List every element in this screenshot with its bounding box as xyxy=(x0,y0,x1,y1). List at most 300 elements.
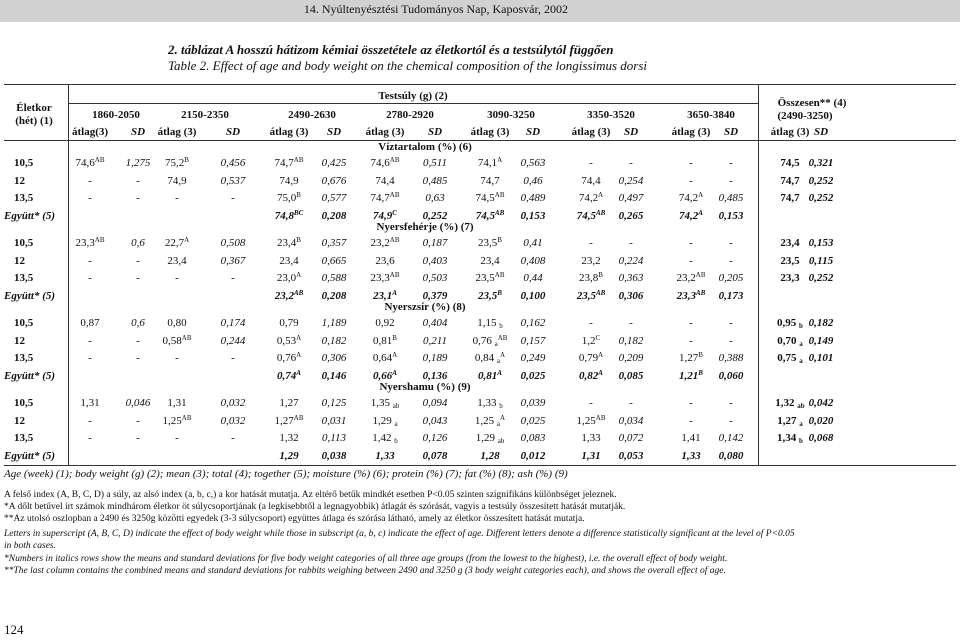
cell-value: - xyxy=(231,272,235,284)
sd-cell xyxy=(423,237,448,250)
cell-value: 0,577 xyxy=(321,192,347,204)
cell-value: 0,81 xyxy=(373,334,393,347)
mean-cell xyxy=(476,272,505,285)
weight-letter: AB xyxy=(695,271,706,279)
cell-value: 1,33 xyxy=(375,449,395,462)
age-letter: a xyxy=(496,357,501,365)
cell-value: 23,5 xyxy=(780,254,800,267)
weight-letter: A xyxy=(500,413,506,422)
cell-value: 0,012 xyxy=(520,449,546,462)
sd-subheader: SD xyxy=(427,126,443,138)
cell-value: 0,182 xyxy=(321,334,347,347)
cell-value: - xyxy=(88,414,92,427)
weight-letter: A xyxy=(698,208,703,217)
cell-value: 0,182 xyxy=(618,334,644,347)
cell-value: 0,113 xyxy=(322,432,346,444)
cell-value: 0,76 xyxy=(276,352,297,364)
weight-letter: B xyxy=(497,288,502,297)
mean-cell xyxy=(478,290,502,303)
cell-value: 1,32 xyxy=(775,397,795,409)
mean-cell xyxy=(279,450,298,463)
sd-cell xyxy=(619,272,644,285)
cell-value: 23,1 xyxy=(373,289,393,302)
cell-value: 1,33 xyxy=(681,449,701,462)
age-letter: a xyxy=(799,339,803,348)
mean-cell xyxy=(373,335,397,348)
cell-value: 0,126 xyxy=(422,432,448,444)
mean-cell xyxy=(677,272,706,285)
age-letter: a xyxy=(799,357,803,365)
sd-cell xyxy=(523,175,542,188)
mean-cell xyxy=(577,290,606,303)
cell-value: 0,083 xyxy=(520,432,546,444)
mean-cell xyxy=(372,432,398,445)
mean-cell xyxy=(375,450,394,463)
sd-cell xyxy=(136,175,140,188)
cell-value: 23,4 xyxy=(480,254,500,267)
sd-cell xyxy=(619,255,644,268)
cell-value: 74,4 xyxy=(581,174,601,187)
sd-cell xyxy=(521,370,546,383)
mean-cell xyxy=(480,450,499,463)
sd-cell xyxy=(719,192,744,205)
cell-value: 0,209 xyxy=(618,352,644,364)
cell-value: 1,25 xyxy=(576,414,596,427)
sd-cell xyxy=(322,450,347,463)
sd-cell xyxy=(425,192,444,205)
cell-value: 0,046 xyxy=(125,397,151,409)
footnote-line: *Numbers in italics rows show the means and standard deviations for five body weight categories of all three age groups (from the lowest to the highest), i.e. the overall effect of body weight. xyxy=(4,554,728,564)
mean-cell xyxy=(480,255,499,268)
age-letter: b xyxy=(799,322,803,330)
cell-value: 0,64 xyxy=(372,352,393,364)
sd-cell xyxy=(136,192,140,205)
mean-cell xyxy=(279,317,298,330)
table-bottom-rule xyxy=(4,465,956,466)
cell-value: 0,094 xyxy=(422,397,448,409)
weight-letter: A xyxy=(598,351,604,359)
mean-cell xyxy=(477,397,503,410)
cell-value: 74,5 xyxy=(475,209,495,222)
cell-value: 23,4 xyxy=(167,254,187,267)
section-title: Víztartalom (%) (6) xyxy=(378,141,472,153)
table-header-rule xyxy=(4,140,956,141)
sd-cell xyxy=(221,237,246,250)
total-column-divider xyxy=(758,84,759,466)
cell-value: - xyxy=(88,334,92,347)
row-age-label: 13,5 xyxy=(14,432,34,444)
cell-value: - xyxy=(231,432,235,444)
cell-value: 0,208 xyxy=(321,289,347,302)
cell-value: - xyxy=(88,272,92,284)
sd-cell xyxy=(719,370,744,383)
cell-value: 1,29 xyxy=(279,449,299,462)
mean-cell xyxy=(480,175,499,188)
sd-cell xyxy=(131,237,145,250)
cell-value: 74,5 xyxy=(780,157,800,169)
cell-value: 0,503 xyxy=(422,272,448,284)
cell-value: 23,5 xyxy=(475,272,495,284)
sd-cell xyxy=(629,157,633,170)
weight-letter: A xyxy=(184,236,190,244)
mean-cell xyxy=(577,210,606,223)
cell-value: 0,115 xyxy=(808,254,834,267)
sd-cell xyxy=(322,210,347,223)
weight-letter: AB xyxy=(94,156,105,164)
mean-subheader: átlag (3) xyxy=(157,126,197,138)
sd-cell xyxy=(619,450,644,463)
mean-cell xyxy=(279,397,298,410)
row-age-label: 12 xyxy=(14,174,25,187)
weight-letter: AB xyxy=(293,156,304,164)
sd-cell xyxy=(523,237,542,250)
sd-cell xyxy=(221,255,246,268)
mean-cell xyxy=(80,397,99,410)
mean-cell xyxy=(371,397,400,410)
cell-value: 74,6 xyxy=(75,157,95,169)
weight-letter: A xyxy=(392,288,397,297)
mean-cell xyxy=(777,335,803,348)
weight-letter: AB xyxy=(695,288,706,297)
sd-cell xyxy=(809,335,834,348)
weight-letter: AB xyxy=(595,288,606,297)
cell-value: 23,2 xyxy=(581,254,601,267)
cell-value: 0,80 xyxy=(167,317,187,329)
cell-value: 23,5 xyxy=(478,237,498,249)
sd-cell xyxy=(809,397,834,410)
mean-cell xyxy=(777,415,803,428)
cell-value: 1,33 xyxy=(477,397,497,409)
mean-cell xyxy=(581,255,600,268)
cell-value: 0,078 xyxy=(422,449,448,462)
cell-value: 75,2 xyxy=(165,157,185,169)
weight-group-header: 2150-2350 xyxy=(181,109,229,121)
cell-value: 74,2 xyxy=(679,209,699,222)
mean-cell xyxy=(477,317,503,330)
cell-value: 0,244 xyxy=(220,334,246,347)
cell-value: - xyxy=(589,397,593,409)
weight-letter: AB xyxy=(494,191,505,199)
sd-cell xyxy=(619,335,644,348)
cell-value: 0,74 xyxy=(277,369,297,382)
weight-letter: A xyxy=(296,271,302,279)
cell-value: 23,4 xyxy=(780,237,800,249)
mean-cell xyxy=(375,255,394,268)
weight-letter: B xyxy=(392,333,397,342)
sd-cell xyxy=(809,192,834,205)
footnote-line: **The last column contains the combined means and standard deviations for rabbits weighing between 2490 and 3250 g (3 body weight categories each), and shows the overall effect of age. xyxy=(4,566,726,576)
mean-cell xyxy=(371,192,400,205)
cell-value: - xyxy=(689,317,693,329)
mean-cell xyxy=(777,432,803,445)
cell-value: 0,153 xyxy=(808,237,834,249)
cell-value: 0,66 xyxy=(373,369,393,382)
weight-letter: A xyxy=(392,368,397,377)
cell-value: 0,588 xyxy=(321,272,347,284)
sd-cell xyxy=(619,192,644,205)
cell-value: 0,025 xyxy=(520,414,546,427)
cell-value: 0,456 xyxy=(220,157,246,169)
cell-value: - xyxy=(88,254,92,267)
mean-cell xyxy=(581,450,600,463)
mean-cell xyxy=(279,432,298,445)
cell-value: 0,252 xyxy=(808,192,834,204)
mean-cell xyxy=(371,272,400,285)
mean-cell xyxy=(677,290,706,303)
sd-cell xyxy=(322,192,347,205)
section-title: Nyersfehérje (%) (7) xyxy=(376,221,474,233)
mean-cell xyxy=(780,175,799,188)
row-age-label: 13,5 xyxy=(14,192,34,204)
sd-cell xyxy=(729,157,733,170)
age-letter: b xyxy=(499,402,503,410)
cell-value: - xyxy=(175,432,179,444)
sd-cell xyxy=(729,175,733,188)
running-header xyxy=(0,0,960,22)
cell-value: 23,2 xyxy=(370,237,390,249)
cell-value: 1,31 xyxy=(80,397,100,409)
cell-value: 23,8 xyxy=(579,272,599,284)
row-age-label: 13,5 xyxy=(14,272,34,284)
cell-value: 0,025 xyxy=(520,369,546,382)
mean-cell xyxy=(167,255,186,268)
mean-cell xyxy=(780,272,799,285)
cell-value: 0,665 xyxy=(321,254,347,267)
cell-value: - xyxy=(729,317,733,329)
cell-value: 0,032 xyxy=(220,397,246,409)
cell-value: 0,306 xyxy=(321,352,347,364)
cell-value: 0,032 xyxy=(220,414,246,427)
cell-value: 74,4 xyxy=(375,174,395,187)
mean-cell xyxy=(689,255,693,268)
mean-cell xyxy=(589,397,593,410)
footnote-line: **Az utolsó oszlopban a 2490 és 3250g közötti egyedek (3-3 súlycsoport) együttes átlaga és szórása látható, amely az életkor összesített hatását mutatja. xyxy=(4,514,585,524)
cell-value: - xyxy=(729,174,733,187)
cell-value: 0,162 xyxy=(520,317,546,329)
sd-cell xyxy=(521,352,546,365)
mean-cell xyxy=(579,192,603,205)
sd-cell xyxy=(523,272,542,285)
sd-cell xyxy=(729,255,733,268)
sd-cell xyxy=(809,352,834,365)
cell-value: 23,3 xyxy=(780,272,800,284)
mean-cell xyxy=(589,317,593,330)
sd-cell xyxy=(423,157,447,170)
cell-value: 0,6 xyxy=(131,317,145,329)
weight-letter: B xyxy=(296,191,301,199)
cell-value: 74,7 xyxy=(780,174,800,187)
weight-group-header: 3090-3250 xyxy=(487,109,535,121)
mean-cell xyxy=(476,432,505,445)
cell-value: 23,3 xyxy=(370,272,390,284)
cell-value: 0,489 xyxy=(520,192,546,204)
sd-cell xyxy=(809,317,834,330)
mean-cell xyxy=(475,352,505,365)
cell-value: 23,4 xyxy=(277,237,297,249)
age-letter: a xyxy=(394,419,398,428)
cell-value: - xyxy=(88,432,92,444)
mean-cell xyxy=(579,370,603,383)
weight-letter: AB xyxy=(595,413,606,422)
mean-cell xyxy=(581,432,600,445)
cell-value: 0,388 xyxy=(718,352,744,364)
age-letter: a xyxy=(496,419,501,428)
weight-letter: B xyxy=(698,368,703,377)
sd-cell xyxy=(521,450,546,463)
cell-value: 0,020 xyxy=(808,414,834,427)
cell-value: 23,0 xyxy=(276,272,297,284)
cell-value: 1,27 xyxy=(679,352,699,364)
cell-value: - xyxy=(629,157,633,169)
cell-value: 0,038 xyxy=(321,449,347,462)
sd-cell xyxy=(136,255,140,268)
age-letter: b xyxy=(499,322,503,330)
cell-value: 74,7 xyxy=(370,192,390,204)
cell-value: 0,403 xyxy=(422,254,448,267)
cell-value: 0,676 xyxy=(321,174,347,187)
cell-value: - xyxy=(175,192,179,204)
mean-cell xyxy=(473,335,508,348)
sd-cell xyxy=(136,432,140,445)
sd-cell xyxy=(322,415,347,428)
cell-value: 0,537 xyxy=(220,174,246,187)
cell-value: 1,25 xyxy=(162,414,182,427)
mean-subheader: átlag (3) xyxy=(770,126,810,138)
cell-value: 1,28 xyxy=(480,449,500,462)
footnote-line: A felső index (A, B, C, D) a súly, az alsó index (a, b, c,) a kor hatását mutatja. Az eltérő betűk mindkét esetben P<0.05 szinten szignifikáns különbséget jeleznek. xyxy=(4,490,617,500)
weight-letter: B xyxy=(296,236,301,244)
cell-value: 0,363 xyxy=(618,272,644,284)
cell-value: 1,27 xyxy=(777,414,797,427)
sd-cell xyxy=(729,335,733,348)
cell-value: 0,039 xyxy=(520,397,546,409)
cell-value: - xyxy=(136,192,140,204)
sd-cell xyxy=(729,397,733,410)
cell-value: 0,031 xyxy=(321,414,347,427)
sd-cell xyxy=(619,290,644,303)
sd-cell xyxy=(719,450,744,463)
cell-value: 0,70 xyxy=(777,334,797,347)
cell-value: - xyxy=(689,414,693,427)
weight-letter: AB xyxy=(293,413,304,422)
cell-value: - xyxy=(729,237,733,249)
sd-cell xyxy=(322,175,347,188)
cell-value: 1,34 xyxy=(777,432,797,444)
mean-cell xyxy=(165,157,189,170)
sd-cell xyxy=(719,210,744,223)
weight-letter: B xyxy=(497,236,502,244)
cell-value: 0,79 xyxy=(578,352,599,364)
cell-value: 74,7 xyxy=(480,174,500,187)
mean-cell xyxy=(679,192,703,205)
sd-subheader: SD xyxy=(225,126,241,138)
cell-value: 0,174 xyxy=(220,317,246,329)
cell-value: 75,0 xyxy=(277,192,297,204)
cell-value: 74,7 xyxy=(780,192,800,204)
sd-cell xyxy=(729,317,733,330)
mean-cell xyxy=(277,237,301,250)
sd-cell xyxy=(322,335,347,348)
cell-value: 23,5 xyxy=(478,289,498,302)
sd-subheader: SD xyxy=(525,126,541,138)
mean-cell xyxy=(679,370,703,383)
cell-value: 1,2 xyxy=(581,334,596,347)
weight-group-header: 1860-2050 xyxy=(92,109,140,121)
mean-subheader: átlag(3) xyxy=(71,126,109,138)
section-title: Nyerszsír (%) (8) xyxy=(384,301,466,313)
cell-value: - xyxy=(689,174,693,187)
weight-letter: B xyxy=(184,156,189,164)
cell-value: 74,1 xyxy=(477,157,498,169)
weight-header: Testsúly (g) (2) xyxy=(378,90,448,102)
mean-cell xyxy=(88,192,92,205)
mean-cell xyxy=(780,192,799,205)
sd-cell xyxy=(231,192,235,205)
table-title: 2. táblázat A hosszú hátizom kémiai összetétele az életkortól és a testsúlytól függően xyxy=(168,42,614,57)
footnote-line: in both cases. xyxy=(4,541,56,551)
cell-value: 0,189 xyxy=(422,352,448,364)
cell-value: 0,92 xyxy=(375,317,395,329)
mean-cell xyxy=(163,415,192,428)
mean-cell xyxy=(175,432,179,445)
mean-cell xyxy=(577,415,606,428)
mean-cell xyxy=(681,432,700,445)
cell-value: 0,367 xyxy=(220,254,246,267)
cell-value: 0,508 xyxy=(220,237,246,249)
mean-cell xyxy=(275,290,304,303)
sd-cell xyxy=(809,175,834,188)
mean-cell xyxy=(277,352,301,365)
sd-cell xyxy=(619,415,644,428)
mean-cell xyxy=(279,175,298,188)
mean-cell xyxy=(88,415,92,428)
sd-cell xyxy=(423,317,448,330)
row-age-label: Együtt* (5) xyxy=(4,209,56,222)
mean-cell xyxy=(689,335,693,348)
sd-cell xyxy=(521,432,546,445)
mean-cell xyxy=(163,335,192,348)
mean-cell xyxy=(582,335,600,348)
mean-cell xyxy=(589,157,593,170)
sd-cell xyxy=(619,210,644,223)
cell-value: 23,2 xyxy=(676,272,696,284)
weight-letter: AB xyxy=(389,236,400,244)
mean-cell xyxy=(371,237,400,250)
mean-cell xyxy=(167,175,186,188)
sd-cell xyxy=(126,397,151,410)
sd-cell xyxy=(221,175,246,188)
sd-cell xyxy=(131,317,145,330)
sd-cell xyxy=(809,415,834,428)
row-age-label: 10,5 xyxy=(14,397,34,409)
section-title: Nyershamu (%) (9) xyxy=(379,381,471,393)
weight-letter: A xyxy=(392,351,398,359)
cell-value: 22,7 xyxy=(164,237,185,249)
cell-value: 0,157 xyxy=(520,334,546,347)
mean-cell xyxy=(279,255,298,268)
footnote-line: Letters in superscript (A, B, C, D) indicate the effect of body weight while those in subscript (a, b, c) indicate the effect of age. Different letters denote a difference statistically significant at the level of P<0.05 xyxy=(4,529,795,539)
cell-value: 74,9 xyxy=(167,174,187,187)
mean-cell xyxy=(76,237,105,250)
sd-cell xyxy=(521,210,546,223)
cell-value: 0,79 xyxy=(279,317,299,329)
row-age-label: 12 xyxy=(14,254,25,267)
cell-value: 0,125 xyxy=(321,397,347,409)
mean-cell xyxy=(579,272,603,285)
cell-value: - xyxy=(689,157,693,169)
sd-cell xyxy=(423,175,448,188)
row-age-label: 12 xyxy=(14,334,25,347)
